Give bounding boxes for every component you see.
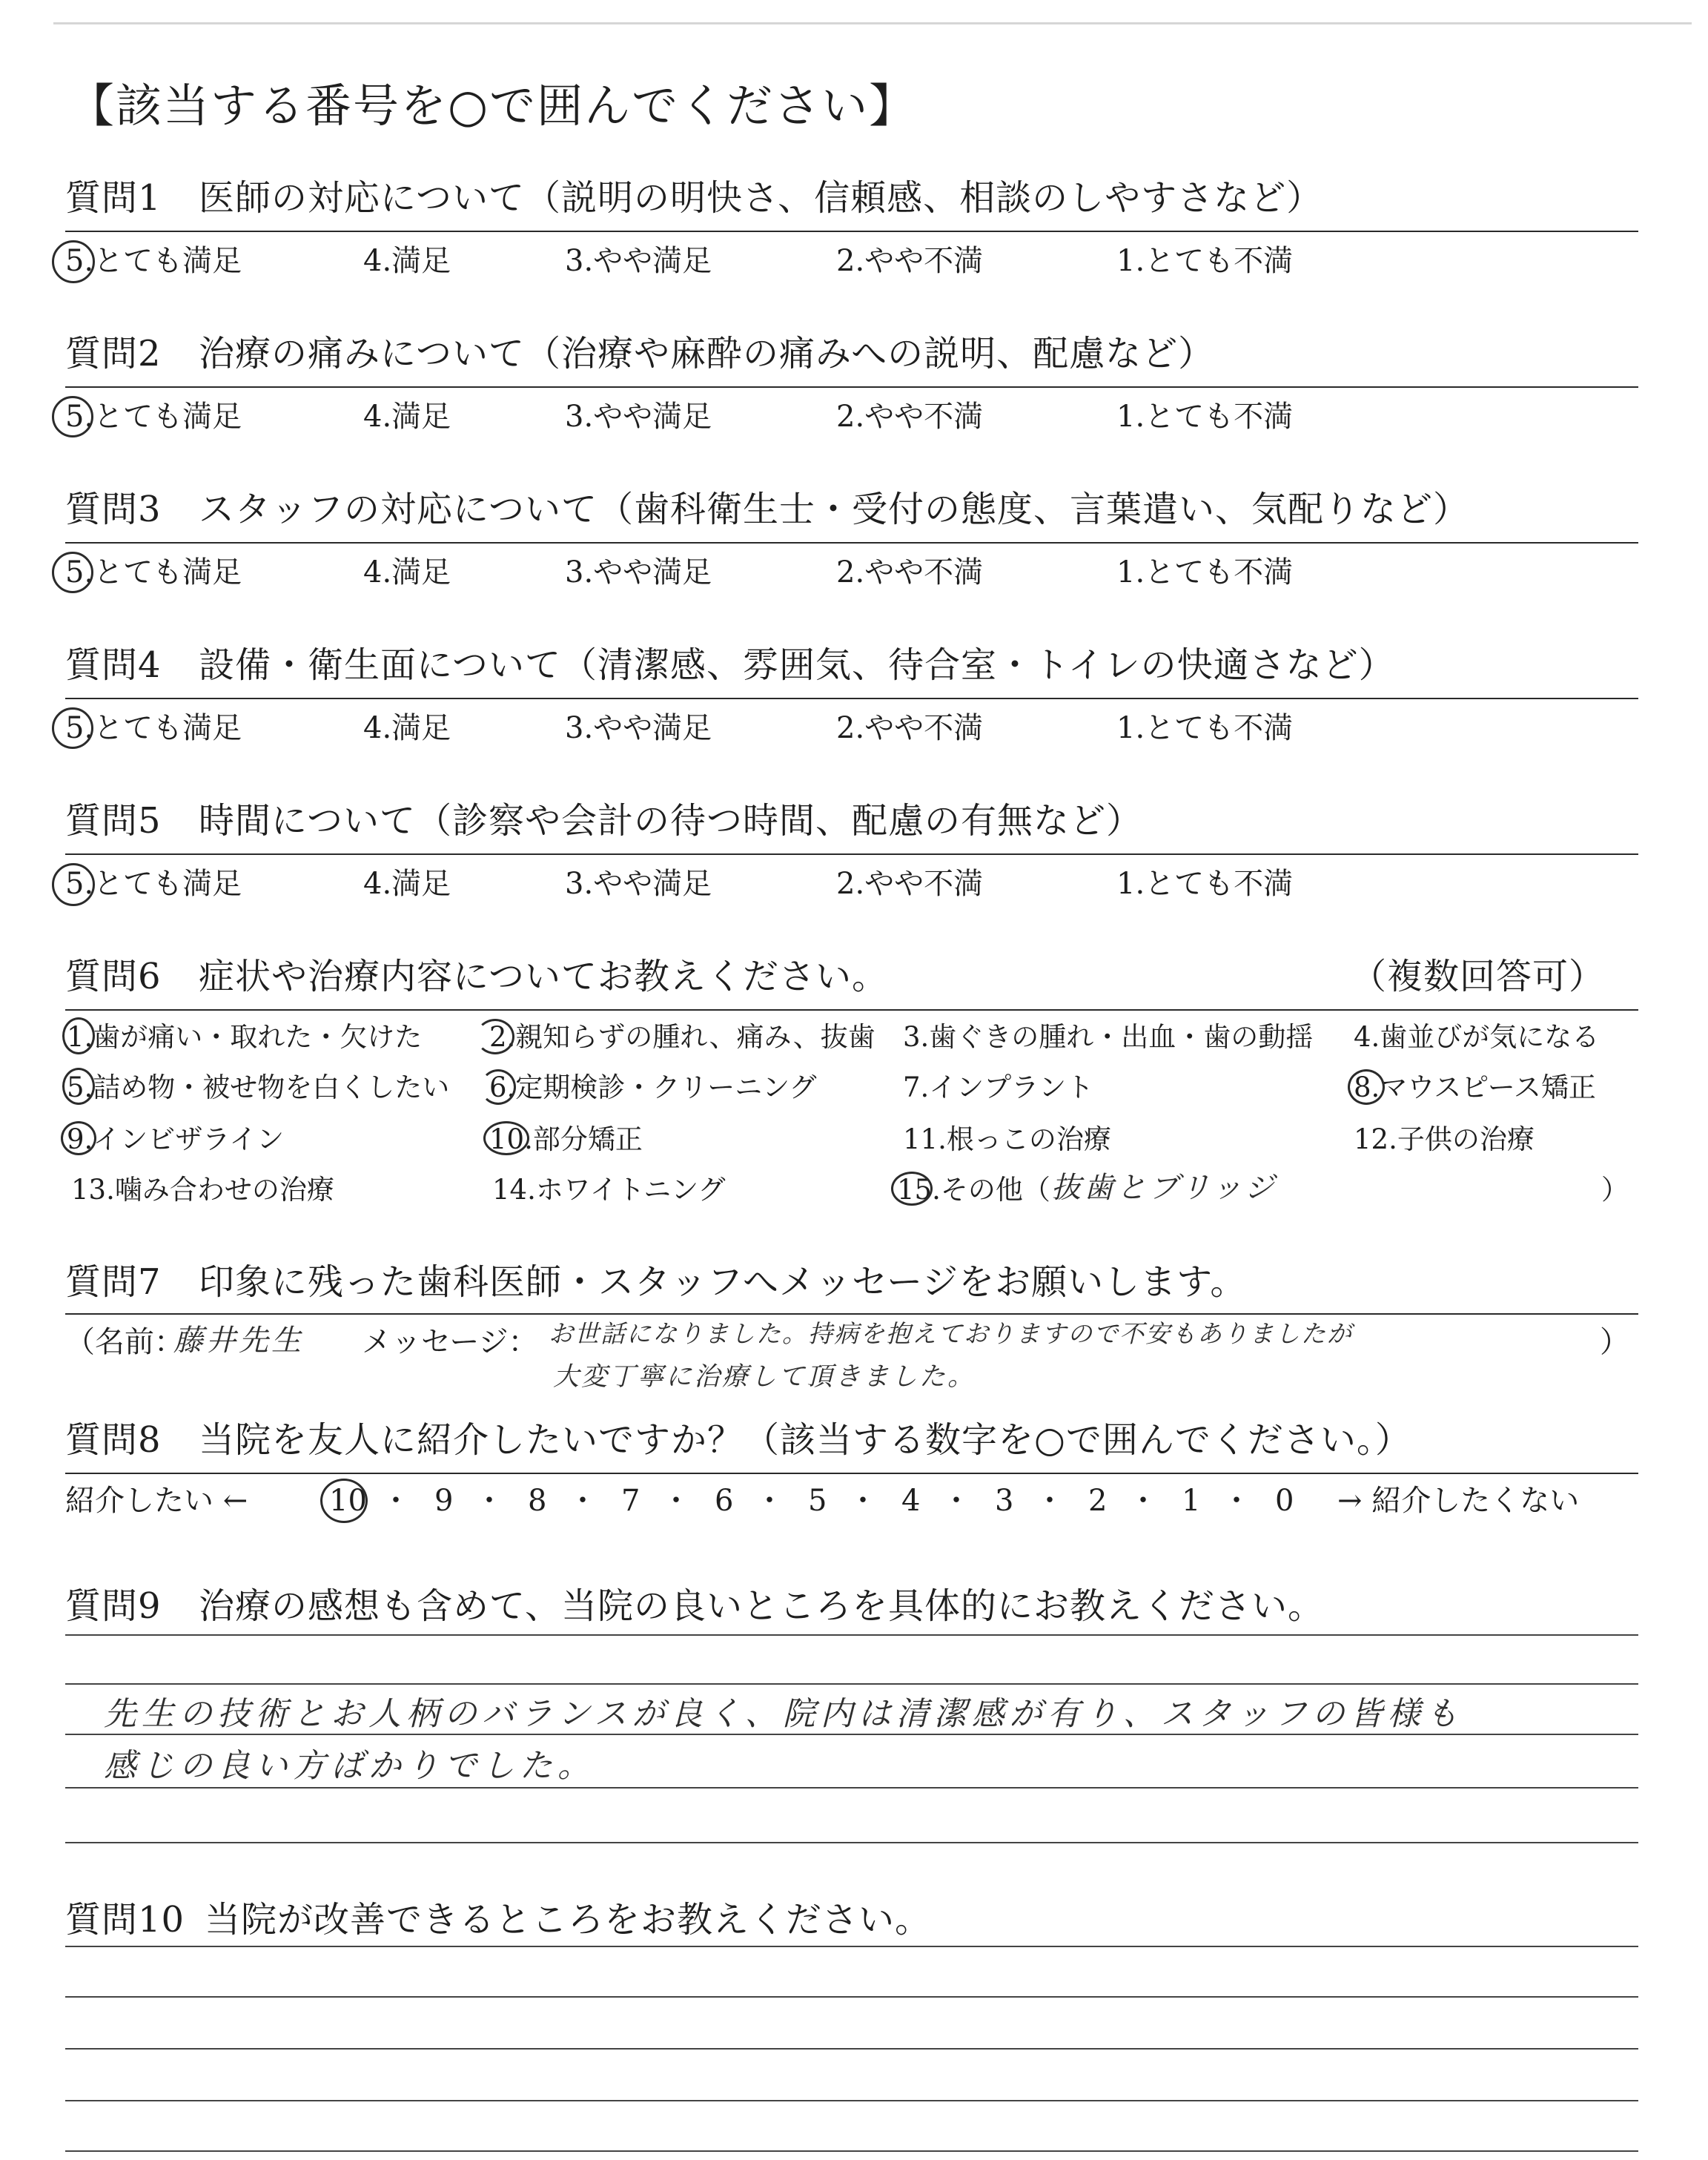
- q7-message-line1: お世話になりました。持病を抱えておりますので不安もありましたが: [549, 1319, 1353, 1348]
- q6-circle-9: [61, 1121, 96, 1155]
- q9-answer-line: [65, 1634, 1638, 1636]
- q3-underline: [65, 542, 1638, 544]
- q8-score-5[interactable]: 5: [808, 1484, 827, 1518]
- scan-edge-line: [53, 22, 1692, 24]
- q10-answer-line: [65, 2100, 1638, 2101]
- q8-dot: ・: [848, 1484, 878, 1518]
- q8-dot: ・: [568, 1484, 598, 1518]
- q5-option-4[interactable]: 4.満足: [363, 867, 451, 901]
- q7-close-paren: ）: [1600, 1325, 1629, 1359]
- q3-option-5[interactable]: 5.とても満足: [65, 555, 242, 589]
- q9-answer-line: [65, 1842, 1638, 1843]
- q8-score-0[interactable]: 0: [1275, 1484, 1294, 1518]
- q6-option-7[interactable]: 7.インプラント: [903, 1071, 1094, 1103]
- q1-option-2[interactable]: 2.やや不満: [836, 244, 984, 278]
- q7-underline: [65, 1313, 1638, 1315]
- q1-text: 医師の対応について（説明の明快さ、信頼感、相談のしやすさなど）: [199, 177, 1323, 219]
- q4-underline: [65, 698, 1638, 699]
- q4-selection-circle: [52, 707, 93, 749]
- q3-option-3[interactable]: 3.やや満足: [565, 555, 712, 589]
- q8-dot: ・: [381, 1484, 411, 1518]
- q2-text: 治療の痛みについて（治療や麻酔の痛みへの説明、配慮など）: [199, 333, 1215, 374]
- q8-selection-circle: [320, 1479, 368, 1523]
- q3-option-2[interactable]: 2.やや不満: [836, 555, 984, 589]
- q8-right-label: → 紹介したくない: [1337, 1484, 1580, 1518]
- q7-name-label: （名前：: [65, 1325, 184, 1359]
- q9-text: 治療の感想も含めて、当院の良いところを具体的にお教えください。: [199, 1585, 1325, 1627]
- q2-option-1[interactable]: 1.とても不満: [1116, 400, 1294, 434]
- q9-answer-line1: 先生の技術とお人柄のバランスが良く、院内は清潔感が有り、スタッフの皆様も: [104, 1695, 1463, 1733]
- q8-dot: ・: [755, 1484, 784, 1518]
- q5-option-1[interactable]: 1.とても不満: [1116, 867, 1294, 901]
- q6-circle-6: [480, 1069, 516, 1105]
- q8-score-10[interactable]: 10: [329, 1484, 367, 1518]
- q5-option-3[interactable]: 3.やや満足: [565, 867, 712, 901]
- q5-selection-circle: [52, 863, 95, 906]
- q6-option-8[interactable]: 8.マウスピース矯正: [1354, 1071, 1596, 1103]
- q1-option-4[interactable]: 4.満足: [363, 244, 451, 278]
- q6-circle-5: [62, 1068, 95, 1105]
- q6-option-10[interactable]: 10.部分矯正: [489, 1123, 643, 1155]
- q6-other-handwritten: 抜歯とブリッジ: [1051, 1171, 1277, 1205]
- q6-multiple-note: （複数回答可）: [1351, 956, 1606, 997]
- q8-dot: ・: [1128, 1484, 1158, 1518]
- q8-score-8[interactable]: 8: [528, 1484, 547, 1518]
- q1-label: 質問1: [65, 177, 162, 219]
- q8-left-label: 紹介したい ←: [65, 1484, 248, 1518]
- q8-score-1[interactable]: 1: [1182, 1484, 1201, 1518]
- q8-label: 質問8: [65, 1419, 162, 1461]
- q8-score-2[interactable]: 2: [1088, 1484, 1108, 1518]
- q5-label: 質問5: [65, 800, 162, 842]
- q3-option-4[interactable]: 4.満足: [363, 555, 451, 589]
- q7-message-label: メッセージ：: [362, 1325, 538, 1359]
- q1-option-3[interactable]: 3.やや満足: [565, 244, 712, 278]
- q7-text: 印象に残った歯科医師・スタッフへメッセージをお願いします。: [199, 1261, 1247, 1303]
- q5-underline: [65, 853, 1638, 855]
- q8-score-7[interactable]: 7: [621, 1484, 640, 1518]
- q3-selection-circle: [52, 552, 93, 593]
- q9-answer-line: [65, 1734, 1638, 1735]
- q8-score-9[interactable]: 9: [434, 1484, 454, 1518]
- q8-dot: ・: [1035, 1484, 1065, 1518]
- q2-underline: [65, 386, 1638, 388]
- q6-circle-15: [891, 1172, 933, 1206]
- q8-text: 当院を友人に紹介したいですか？（該当する数字を○で囲んでください。）: [199, 1419, 1411, 1461]
- q2-option-4[interactable]: 4.満足: [363, 400, 451, 434]
- q6-option-5[interactable]: 5.詰め物・被せ物を白くしたい: [67, 1071, 450, 1103]
- q6-option-15[interactable]: 15.その他（: [897, 1174, 1050, 1206]
- q1-selection-circle: [52, 240, 95, 283]
- q1-underline: [65, 231, 1638, 232]
- q4-label: 質問4: [65, 644, 162, 686]
- q2-option-5[interactable]: 5.とても満足: [65, 400, 242, 434]
- q7-name-handwritten: 藤井先生: [173, 1324, 304, 1358]
- q8-score-4[interactable]: 4: [901, 1484, 921, 1518]
- q6-option-3[interactable]: 3.歯ぐきの腫れ・出血・歯の動揺: [903, 1021, 1314, 1053]
- q10-answer-line: [65, 2150, 1638, 2152]
- q5-option-2[interactable]: 2.やや不満: [836, 867, 984, 901]
- q8-score-6[interactable]: 6: [715, 1484, 734, 1518]
- q6-option-2[interactable]: 2.親知らずの腫れ、痛み、抜歯: [489, 1021, 875, 1053]
- q6-option-12[interactable]: 12.子供の治療: [1354, 1123, 1535, 1155]
- q1-option-1[interactable]: 1.とても不満: [1116, 244, 1294, 278]
- q1-option-5[interactable]: 5.とても満足: [65, 244, 242, 278]
- q10-answer-line: [65, 1996, 1638, 1998]
- q6-option-13[interactable]: 13.噛み合わせの治療: [71, 1174, 334, 1206]
- q3-label: 質問3: [65, 489, 162, 530]
- q4-option-1[interactable]: 1.とても不満: [1116, 711, 1294, 745]
- q9-answer-line2: 感じの良い方ばかりでした。: [104, 1747, 595, 1785]
- q6-option-4[interactable]: 4.歯並びが気になる: [1354, 1021, 1600, 1053]
- q2-label: 質問2: [65, 333, 162, 374]
- q9-answer-line: [65, 1787, 1638, 1789]
- q5-text: 時間について（診察や会計の待つ時間、配慮の有無など）: [199, 800, 1143, 842]
- q10-label: 質問10: [65, 1899, 185, 1941]
- q6-circle-2: [476, 1019, 514, 1054]
- q6-option-11[interactable]: 11.根っこの治療: [903, 1123, 1111, 1155]
- q2-selection-circle: [52, 396, 93, 437]
- q2-option-2[interactable]: 2.やや不満: [836, 400, 984, 434]
- q4-option-4[interactable]: 4.満足: [363, 711, 451, 745]
- instruction-heading: 【該当する番号を○で囲んでください】: [68, 79, 917, 133]
- q2-option-3[interactable]: 3.やや満足: [565, 400, 712, 434]
- q9-answer-line: [65, 1683, 1638, 1685]
- q8-dot: ・: [941, 1484, 971, 1518]
- q10-text: 当院が改善できるところをお教えください。: [205, 1899, 932, 1941]
- q6-text: 症状や治療内容についてお教えください。: [199, 956, 889, 997]
- q6-label: 質問6: [65, 956, 162, 997]
- q6-option-6[interactable]: 6.定期検診・クリーニング: [489, 1071, 817, 1103]
- q4-text: 設備・衛生面について（清潔感、雰囲気、待合室・トイレの快適さなど）: [199, 644, 1395, 686]
- q6-underline: [65, 1009, 1638, 1011]
- q5-option-5[interactable]: 5.とても満足: [65, 867, 242, 901]
- q6-circle-8: [1348, 1069, 1385, 1105]
- q3-text: スタッフの対応について（歯科衛生士・受付の態度、言葉遣い、気配りなど）: [199, 489, 1470, 530]
- q6-option-14[interactable]: 14.ホワイトニング: [492, 1174, 726, 1206]
- q7-message-line2: 大変丁寧に治療して頂きました。: [553, 1362, 976, 1392]
- q8-dot: ・: [1222, 1484, 1251, 1518]
- q8-dot: ・: [661, 1484, 691, 1518]
- q4-option-5[interactable]: 5.とても満足: [65, 711, 242, 745]
- q8-score-3[interactable]: 3: [995, 1484, 1014, 1518]
- q6-circle-10: [483, 1121, 529, 1155]
- q6-circle-1: [62, 1017, 95, 1054]
- q4-option-3[interactable]: 3.やや満足: [565, 711, 712, 745]
- q6-other-close-paren: ）: [1601, 1174, 1629, 1206]
- q9-label: 質問9: [65, 1585, 162, 1627]
- q8-dot: ・: [474, 1484, 504, 1518]
- q7-label: 質問7: [65, 1261, 162, 1303]
- q8-underline: [65, 1473, 1638, 1474]
- q10-answer-line: [65, 2048, 1638, 2050]
- q4-option-2[interactable]: 2.やや不満: [836, 711, 984, 745]
- q3-option-1[interactable]: 1.とても不満: [1116, 555, 1294, 589]
- q10-answer-line: [65, 1946, 1638, 1947]
- q6-option-9[interactable]: 9.インビザライン: [67, 1123, 285, 1155]
- q6-option-1[interactable]: 1.歯が痛い・取れた・欠けた: [67, 1021, 423, 1053]
